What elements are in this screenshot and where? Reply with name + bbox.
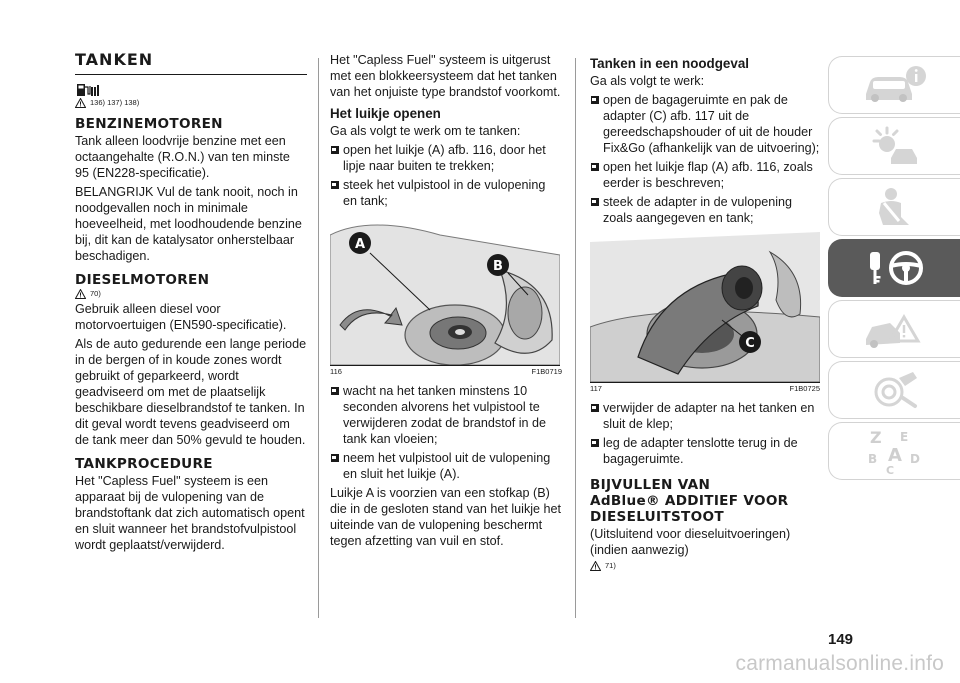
figure-label-c: C xyxy=(745,336,755,351)
car-info-icon xyxy=(860,64,930,106)
page-title: TANKEN xyxy=(75,52,307,75)
bullet-item: steek de adapter in de vulopening zoals aangegeven en tank; xyxy=(590,194,820,226)
column-2 xyxy=(330,52,562,552)
diesel-warning-ref-text: 70) xyxy=(90,289,101,298)
page-number: 149 xyxy=(828,631,854,648)
diesel-text-1: Gebruik alleen diesel voor motorvoertuigen (EN590-specificatie). xyxy=(75,302,287,332)
car-accident-icon xyxy=(860,307,930,351)
adblue-warning-ref xyxy=(590,561,820,571)
heading-emergency: Tanken in een noodgeval xyxy=(590,56,749,71)
warning-triangle-icon xyxy=(75,98,86,108)
figure-116 xyxy=(330,215,560,366)
heading-adblue-line: BIJVULLEN VAN xyxy=(590,477,711,493)
adblue-warning-ref-text: 71) xyxy=(605,561,616,570)
heading-benzine: BENZINEMOTOREN xyxy=(75,116,223,132)
alphabet-index-icon xyxy=(860,427,930,475)
bullet-item: verwijder de adapter na het tanken en sluit de klep; xyxy=(590,400,820,432)
svg-text:E: E xyxy=(899,430,908,444)
bullet-item: open het luikje (A) afb. 116, door het lipje naar buiten te trekken; xyxy=(330,142,562,174)
heading-adblue xyxy=(590,477,820,525)
bullet-item: open het luikje flap (A) afb. 116, zoals eerder is beschreven; xyxy=(590,159,820,191)
warning-refs xyxy=(75,98,307,108)
heading-diesel: DIESELMOTOREN xyxy=(75,272,210,288)
heading-open-flap: Het luikje openen xyxy=(330,106,441,121)
tab-starting-driving[interactable] xyxy=(828,239,960,297)
tab-emergency[interactable] xyxy=(828,300,960,358)
seat-safety-icon xyxy=(865,185,925,229)
svg-text:Z: Z xyxy=(869,428,882,447)
open-flap-intro: Ga als volgt te werk om te tanken: xyxy=(330,124,521,138)
tab-maintenance[interactable] xyxy=(828,361,960,419)
fuel-pump-icon xyxy=(75,81,101,97)
diesel-warning-ref xyxy=(75,289,307,299)
figure-label-b: B xyxy=(493,259,503,274)
heading-adblue-line: DIESELUITSTOOT xyxy=(590,509,724,525)
heading-adblue-line: AdBlue® ADDITIEF VOOR xyxy=(590,493,789,509)
column-3 xyxy=(590,52,820,573)
dashboard-lights-icon xyxy=(865,124,925,168)
capless-text: Het "Capless Fuel" systeem is uitgerust met een blokkeersysteem dat het tanken van het onjuiste type brandstof voorkomt. xyxy=(330,53,561,99)
figure-number: 117 xyxy=(590,384,602,393)
bullet-item: wacht na het tanken minstens 10 seconden alvorens het vulpistool te verwijderen zodat de brandstof in de tank kan vloeien; xyxy=(330,383,562,447)
svg-text:D: D xyxy=(909,452,920,466)
figure-label-a: A xyxy=(354,237,366,252)
bullet-item: neem het vulpistool uit de vulopening en sluit het luikje (A). xyxy=(330,450,562,482)
figure-caption xyxy=(330,366,562,379)
column-divider-2 xyxy=(575,58,576,618)
column-1 xyxy=(75,52,307,556)
heading-procedure: TANKPROCEDURE xyxy=(75,456,213,472)
fuel-refs xyxy=(75,81,307,97)
tab-knowing-your-car[interactable] xyxy=(828,56,960,114)
key-steering-icon xyxy=(860,246,930,290)
bullet-item: open de bagageruimte en pak de adapter (C) afb. 117 uit de gereedschapshouder of uit de houder Fix&Go (afhankelijk van de uitvoering); xyxy=(590,92,820,156)
figure-code: F1B0725 xyxy=(789,384,820,393)
svg-text:B: B xyxy=(867,452,877,466)
procedure-text: Het "Capless Fuel" systeem is een apparaat bij de vulopening van de brandstoftank dat zich automatisch opent en sluit wanneer het brandstofvulpistool wordt geplaatst/verwijderd. xyxy=(75,474,305,552)
figure-number: 116 xyxy=(330,367,342,376)
warning-triangle-icon xyxy=(75,289,86,299)
figure-117 xyxy=(590,232,820,383)
tab-safety[interactable] xyxy=(828,178,960,236)
adapter-illustration xyxy=(590,232,820,382)
flap-dust-text: Luikje A is voorzien van een stofkap (B) die in de gesloten stand van het luikje het uiteinde van de vulopening beschermt tegen afzetting van vuil en stof. xyxy=(330,486,562,548)
svg-text:C: C xyxy=(885,464,894,475)
benzine-text-1: Tank alleen loodvrije benzine met een octaangehalte (R.O.N.) van ten minste 95 (EN228-specificatie). xyxy=(75,134,290,180)
emergency-intro: Ga als volgt te werk: xyxy=(590,74,705,88)
chapter-tabs xyxy=(828,56,960,483)
adblue-text: (Uitsluitend voor dieseluitvoeringen) (indien aanwezig) xyxy=(590,527,791,557)
figure-caption xyxy=(590,383,820,396)
service-tools-icon xyxy=(865,368,925,412)
bullet-item: leg de adapter tenslotte terug in de bagageruimte. xyxy=(590,435,820,467)
warning-triangle-icon xyxy=(590,561,601,571)
diesel-text-2: Als de auto gedurende een lange periode in de bergen of in koude zones wordt gebruikt of geparkeerd, wordt geadviseerd om met de plaatselijk beschikbare dieselbrandstof te tanken. In dit geval wordt tevens geadviseerd om de tank meer dan 50% gevuld te houden. xyxy=(75,337,307,447)
fuel-flap-illustration xyxy=(330,215,560,365)
column-divider-1 xyxy=(318,58,319,618)
figure-code: F1B0719 xyxy=(531,367,562,376)
tab-dashboard[interactable] xyxy=(828,117,960,175)
warning-refs-text: 136) 137) 138) xyxy=(90,98,140,107)
bullet-item: steek het vulpistool in de vulopening en tank; xyxy=(330,177,562,209)
tab-index[interactable] xyxy=(828,422,960,480)
svg-text:A: A xyxy=(887,445,902,466)
benzine-text-2: BELANGRIJK Vul de tank nooit, noch in noodgevallen noch in minimale hoeveelheid, met loodhoudende benzine bij, dit kan de katalysator onherstelbaar beschadigen. xyxy=(75,185,302,263)
watermark: carmanualsonline.info xyxy=(735,652,944,675)
